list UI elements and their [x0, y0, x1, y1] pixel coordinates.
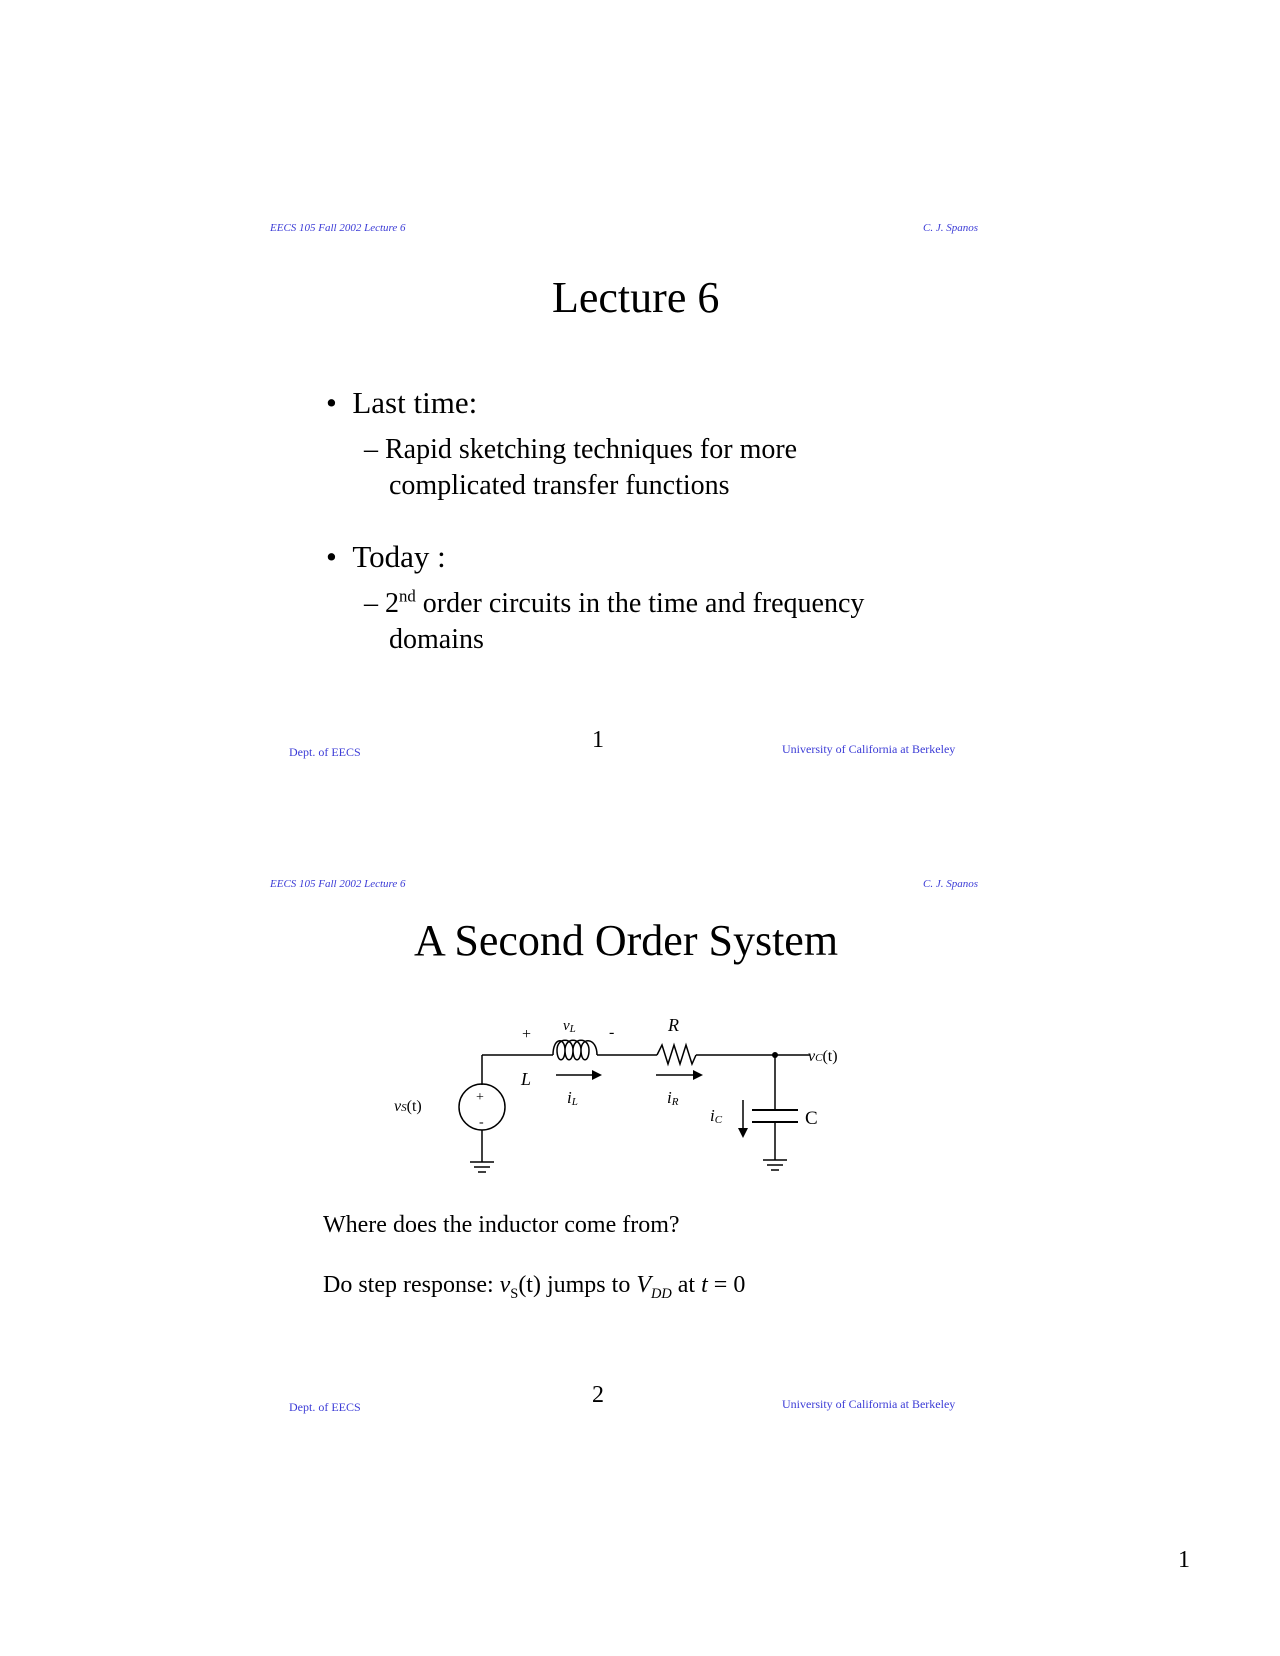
slide-2-page-number: 2: [592, 1382, 604, 1408]
ordinal-number: 2: [385, 588, 399, 619]
slide-1-header-right: C. J. Spanos: [923, 222, 978, 234]
slide-1-footer-left: Dept. of EECS: [289, 745, 361, 759]
label-iR: iR: [667, 1088, 679, 1108]
label-vL: vL: [563, 1018, 576, 1035]
sub-bullet-line-1: Rapid sketching techniques for more: [385, 434, 798, 465]
ordinal-suffix: nd: [399, 586, 416, 606]
label-iC: iC: [710, 1106, 723, 1126]
label-iL: iL: [567, 1088, 578, 1108]
slide-1-footer-right: University of California at Berkeley: [782, 742, 956, 756]
slide-1-title: Lecture 6: [552, 273, 720, 322]
sheet-page-number: 1: [1178, 1547, 1190, 1573]
resistor-symbol: [657, 1045, 696, 1064]
sub-bullet-line-2: domains: [389, 624, 484, 655]
arrow-head-iL: [592, 1070, 602, 1080]
slide-2-footer-left: Dept. of EECS: [289, 1400, 361, 1414]
label-source-minus: -: [479, 1115, 484, 1130]
sub-bullet-line-2: complicated transfer functions: [389, 470, 730, 501]
slide-2-header-right: C. J. Spanos: [923, 878, 978, 890]
question-text: Where does the inductor come from?: [323, 1212, 680, 1238]
slide-2-header-left: EECS 105 Fall 2002 Lecture 6: [270, 878, 406, 890]
label-minus-top: -: [609, 1024, 615, 1041]
label-vs: vS(t): [394, 1098, 422, 1115]
output-node-dot: [772, 1052, 778, 1058]
label-L: L: [521, 1069, 532, 1089]
step-response-text: Do step response: $v_S(t)$ jumps to $V_{DD}$ at t = 0: [323, 1272, 746, 1302]
label-plus-top: +: [522, 1026, 532, 1043]
slide-1-page-number: 1: [592, 727, 604, 753]
label-source-plus: +: [476, 1090, 484, 1105]
arrow-head-iC: [738, 1128, 748, 1138]
inductor-symbol: [553, 1040, 597, 1060]
label-C: C: [805, 1108, 818, 1129]
label-R: R: [668, 1015, 679, 1035]
slide-1-header-left: EECS 105 Fall 2002 Lecture 6: [270, 222, 406, 234]
slide-2-footer-right: University of California at Berkeley: [782, 1397, 956, 1411]
label-vc: vC(t): [808, 1048, 838, 1065]
sub-bullet-line-1: order circuits in the time and frequency: [415, 588, 865, 619]
bullet-dot: •: [326, 539, 337, 574]
dash-bullet: –: [364, 588, 378, 619]
bullet-dot: •: [326, 385, 337, 420]
bullet-today-label: Today :: [352, 539, 446, 574]
dash-bullet: –: [364, 434, 378, 465]
arrow-head-iR: [693, 1070, 703, 1080]
slide-2-title: A Second Order System: [414, 916, 839, 965]
bullet-last-time-label: Last time:: [352, 385, 478, 420]
